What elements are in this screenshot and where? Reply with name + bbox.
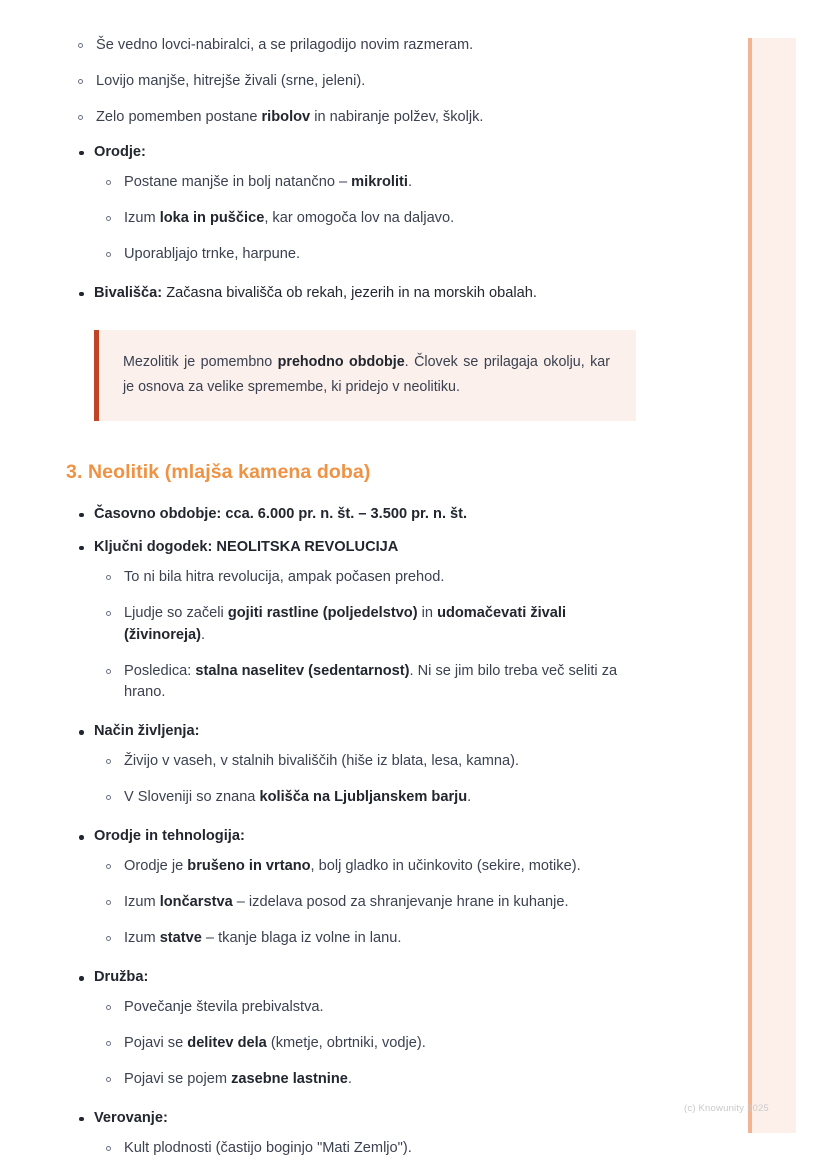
mesolithic-tools-section [66,136,644,273]
list-item: Ljudje so začeli gojiti rastline (poljedelstvo) in udomačevati živali (živinoreja). [94,596,644,654]
emphasis: stalna naselitev (sedentarnost) [195,662,410,679]
page-edge-stripe-accent-line [748,38,752,1133]
list-item [66,136,644,273]
list-item [66,820,644,957]
list-item: Pojavi se pojem zasebne lastnine. [94,1062,644,1098]
list-item: V Sloveniji so znana kolišča na Ljubljanskem barju. [94,780,644,816]
list-item: Pojavi se delitev dela (kmetje, obrtniki, vodje). [94,1026,644,1062]
emphasis: Način življenja: [94,723,200,740]
list-item: Kult plodnosti (častijo boginjo "Mati Zemljo"). [94,1131,644,1167]
emphasis: loka in puščice [159,209,265,226]
block-title [94,820,644,849]
list-item [66,715,644,816]
emphasis: Orodje in tehnologija: [94,828,245,845]
list-item: Posledica: stalna naselitev (sedentarnost). Ni se jim bilo treba več seliti za hrano. [94,654,644,712]
emphasis: mikroliti [351,173,408,190]
emphasis: Družba: [94,969,149,986]
list-item [66,1102,644,1167]
emphasis: delitev dela [187,1035,267,1052]
list-item: Uporabljajo trnke, harpune. [94,237,644,273]
emphasis: kolišča na Ljubljanskem barju [259,789,468,806]
list-item: To ni bila hitra revolucija, ampak počasen prehod. [94,560,644,596]
block-title: Časovno obdobje: cca. 6.000 pr. n. št. – 3.500 pr. n. št. [94,498,644,527]
emphasis: zasebne lastnine [231,1071,348,1087]
list-item [66,531,644,712]
emphasis: Časovno obdobje: [94,505,222,522]
list-item: Zelo pomemben postane ribolov in nabiranje polžev, školjk. [66,100,644,136]
list-item [66,961,644,1098]
mesolithic-tools-label: Orodje: [94,136,644,165]
emphasis: lončarstva [159,894,233,911]
list-item: Postane manjše in bolj natančno – mikroliti. [94,165,644,201]
neolithic-blocks-list [66,498,644,1167]
emphasis: gojiti rastline (poljedelstvo) [227,604,418,621]
list-item: Povečanje števila prebivalstva. [94,990,644,1026]
list-item: Še vedno lovci-nabiralci, a se prilagodijo novim razmeram. [66,28,644,64]
list-item: Lovijo manjše, hitrejše živali (srne, jeleni). [66,64,644,100]
block-sub-list [94,990,644,1098]
mesolithic-summary-callout [94,330,636,421]
callout-text: Mezolitik je pomembno prehodno obdobje. Človek se prilagaja okolju, kar je osnova za velike spremembe, ki pridejo v neolitiku. [123,353,610,396]
document-content [66,28,644,1171]
emphasis: Bivališča: [94,284,163,301]
emphasis: ribolov [261,108,311,125]
mesolithic-lifestyle-list [66,28,644,136]
emphasis: Verovanje: [94,1109,168,1126]
list-item: Živijo v vaseh, v stalnih bivališčih (hiše iz blata, lesa, kamna). [94,744,644,780]
list-item: Izum statve – tkanje blaga iz volne in lanu. [94,921,644,957]
emphasis: udomačevati živali (živinoreja) [124,604,567,643]
emphasis: brušeno in vrtano [187,858,311,875]
block-sub-list [94,560,644,711]
mesolithic-tools-list [94,165,644,273]
section-heading-neolithic: 3. Neolitik (mlajša kamena doba) [66,460,371,483]
block-title [94,961,644,990]
emphasis: Ključni dogodek: NEOLITSKA REVOLUCIJA [94,538,399,555]
block-sub-list [94,1131,644,1167]
emphasis: prehodno obdobje [277,353,405,370]
list-item: Izum loka in puščice, kar omogoča lov na daljavo. [94,201,644,237]
block-title [94,531,644,560]
list-item [66,277,644,306]
block-title [94,715,644,744]
list-item: Izum lončarstva – izdelava posod za shranjevanje hrane in kuhanje. [94,885,644,921]
list-item: Orodje je brušeno in vrtano, bolj gladko in učinkovito (sekire, motike). [94,849,644,885]
copyright-watermark: (c) Knowunity 2025 [684,1103,769,1114]
list-item [66,498,644,527]
emphasis: statve [159,930,202,947]
page-edge-stripe [748,38,796,1133]
block-sub-list [94,849,644,957]
block-title [94,1102,644,1131]
block-sub-list [94,744,644,816]
mesolithic-dwellings-section [66,277,644,306]
mesolithic-dwellings-text: Bivališča: Začasna bivališča ob rekah, jezerih in na morskih obalah. [94,277,644,306]
